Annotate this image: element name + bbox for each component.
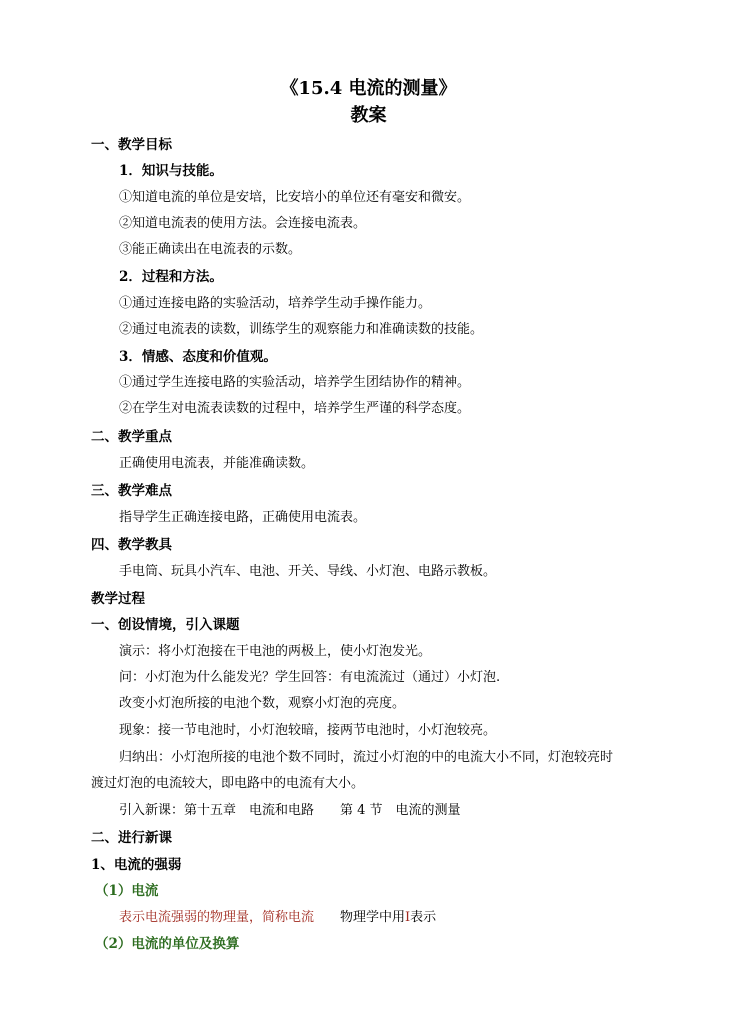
paragraph: 演示：将小灯泡接在干电池的两极上，使小灯泡发光。 [119, 644, 432, 659]
document-subtitle: 教案 [350, 105, 387, 126]
paragraph: 现象：接一节电池时，小灯泡较暗，接两节电池时，小灯泡较亮。 [119, 723, 497, 738]
definition-tail: 表示 [410, 910, 437, 925]
section-heading-teaching-aids: 四、教学教具 [91, 537, 172, 553]
section-heading-key-points: 二、教学重点 [91, 429, 172, 445]
definition-text: 物理学中用 [314, 910, 406, 925]
subheading-attitude-values: 3．情感、态度和价值观。 [119, 349, 277, 365]
list-item: ②通过电流表的读数，训练学生的观察能力和准确读数的技能。 [119, 322, 484, 337]
section-heading-objectives: 一、教学目标 [91, 137, 172, 153]
paragraph: 指导学生正确连接电路，正确使用电流表。 [119, 510, 367, 525]
subheading-current-units: （2）电流的单位及换算 [95, 936, 240, 952]
section-heading-teaching-process: 教学过程 [91, 591, 145, 607]
paragraph: 手电筒、玩具小汽车、电池、开关、导线、小灯泡、电路示教板。 [119, 564, 497, 579]
definition-highlight: 表示电流强弱的物理量，简称电流 [119, 910, 315, 925]
paragraph-continuation: 渡过灯泡的电流较大，即电路中的电流有大小。 [91, 776, 365, 791]
list-item: ③能正确读出在电流表的示数。 [119, 242, 302, 257]
paragraph: 正确使用电流表，并能准确读数。 [119, 456, 315, 471]
subheading-current-strength: 1、电流的强弱 [91, 857, 182, 873]
subheading-current: （1）电流 [95, 883, 159, 899]
subheading-knowledge-skills: 1．知识与技能。 [119, 163, 223, 179]
definition-line [119, 909, 436, 927]
section-heading-new-lesson: 二、进行新课 [91, 830, 172, 846]
section-heading-difficulties: 三、教学难点 [91, 483, 172, 499]
subheading-process-method: 2．过程和方法。 [119, 269, 223, 285]
paragraph: 改变小灯泡所接的电池个数，观察小灯泡的亮度。 [119, 696, 406, 711]
list-item: ②知道电流表的使用方法。会连接电流表。 [119, 216, 367, 231]
paragraph: 问：小灯泡为什么能发光？学生回答：有电流流过（通过）小灯泡. [119, 670, 501, 685]
current-symbol: I [405, 910, 411, 925]
list-item: ①知道电流的单位是安培，比安培小的单位还有毫安和微安。 [119, 190, 471, 205]
document-title: 《15.4 电流的测量》 [280, 78, 457, 99]
list-item: ②在学生对电流表读数的过程中，培养学生严谨的科学态度。 [119, 401, 471, 416]
paragraph: 引入新课：第十五章 电流和电路 第 4 节 电流的测量 [119, 803, 461, 818]
section-heading-introduction: 一、创设情境，引入课题 [91, 617, 240, 633]
list-item: ①通过学生连接电路的实验活动，培养学生团结协作的精神。 [119, 375, 471, 390]
paragraph: 归纳出：小灯泡所接的电池个数不同时，流过小灯泡的中的电流大小不同，灯泡较亮时 [119, 750, 614, 765]
list-item: ①通过连接电路的实验活动，培养学生动手操作能力。 [119, 296, 432, 311]
